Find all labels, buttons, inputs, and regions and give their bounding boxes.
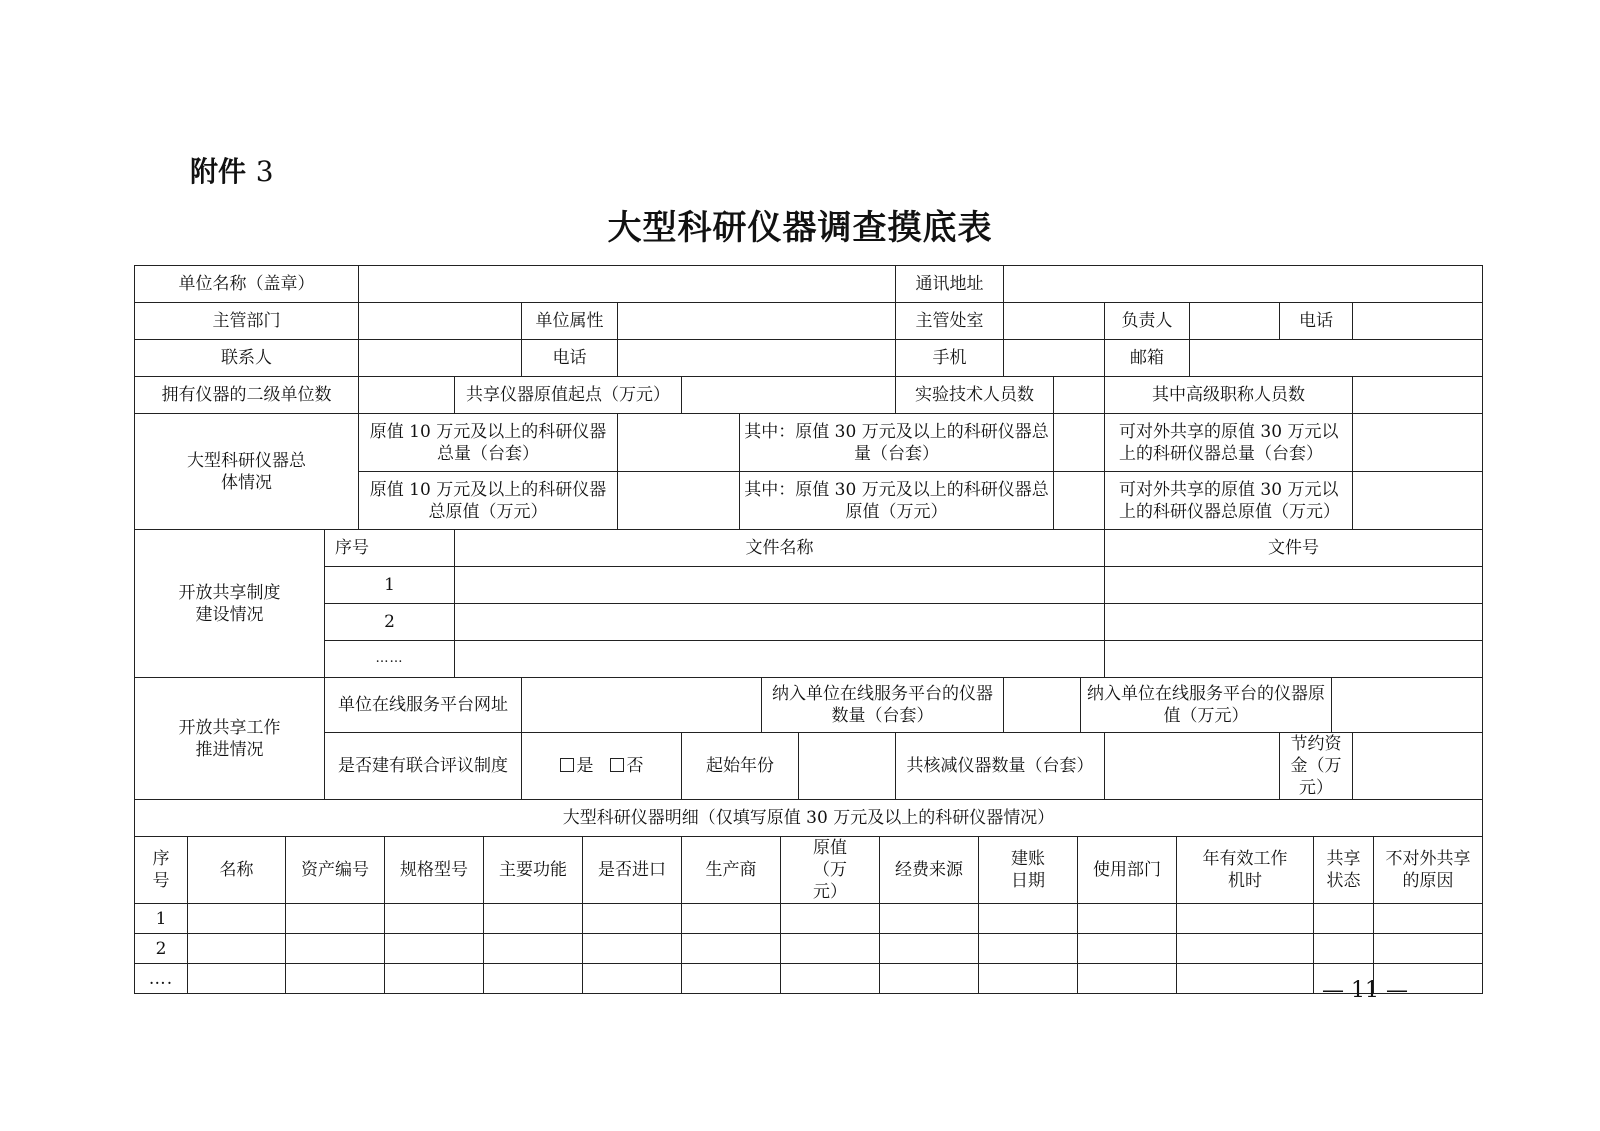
detail-heading: 大型科研仪器明细（仅填写原值 30 万元及以上的科研仪器情况） xyxy=(135,800,1483,837)
unit-attribute-field[interactable] xyxy=(618,303,896,340)
email-label: 邮箱 xyxy=(1105,340,1190,377)
detail-cell[interactable] xyxy=(286,964,385,994)
person-in-charge-label: 负责人 xyxy=(1105,303,1190,340)
address-field[interactable] xyxy=(1004,266,1483,303)
policy-col-name: 文件名称 xyxy=(455,530,1105,567)
no-label: 否 xyxy=(626,756,644,776)
detail-cell[interactable] xyxy=(188,964,286,994)
overall-shareable-value-label: 可对外共享的原值 30 万元以上的科研仪器总原值（万元） xyxy=(1105,472,1353,530)
supervisor-dept-label: 主管部门 xyxy=(135,303,359,340)
detail-cell[interactable] xyxy=(682,964,781,994)
detail-cell[interactable] xyxy=(1314,934,1374,964)
detail-cell[interactable] xyxy=(1078,904,1177,934)
saved-funds-field[interactable] xyxy=(1353,733,1483,800)
unit-name-field[interactable] xyxy=(359,266,896,303)
detail-header-row xyxy=(135,837,1483,904)
senior-staff-field[interactable] xyxy=(1353,377,1483,414)
share-threshold-label: 共享仪器原值起点（万元） xyxy=(455,377,682,414)
policy-row-name-field[interactable] xyxy=(455,567,1105,604)
mobile-field[interactable] xyxy=(1004,340,1105,377)
overall-label-text: 大型科研仪器总体情况 xyxy=(187,450,306,493)
overall-total-count-field[interactable] xyxy=(618,414,740,472)
overall-30w-count-field[interactable] xyxy=(1054,414,1105,472)
detail-cell[interactable] xyxy=(781,964,880,994)
policy-row-name-field[interactable] xyxy=(455,641,1105,678)
platform-value-field[interactable] xyxy=(1332,678,1483,733)
detail-col-header: 生产商 xyxy=(682,837,781,904)
overall-label xyxy=(135,414,359,530)
unit-attribute-label: 单位属性 xyxy=(522,303,618,340)
detail-col-header: 经费来源 xyxy=(880,837,979,904)
detail-col-header: 建账日期 xyxy=(979,837,1078,904)
start-year-field[interactable] xyxy=(799,733,896,800)
progress-label xyxy=(135,678,325,800)
contact-label: 联系人 xyxy=(135,340,359,377)
mobile-label: 手机 xyxy=(896,340,1004,377)
detail-cell[interactable] xyxy=(188,934,286,964)
detail-cell[interactable] xyxy=(385,934,484,964)
overall-total-count-label: 原值 10 万元及以上的科研仪器总量（台套） xyxy=(359,414,618,472)
detail-cell[interactable] xyxy=(682,934,781,964)
detail-cell[interactable] xyxy=(880,934,979,964)
survey-form xyxy=(134,265,1482,994)
detail-col-header: 是否进口 xyxy=(583,837,682,904)
supervisor-office-label: 主管处室 xyxy=(896,303,1004,340)
detail-col-header: 规格型号 xyxy=(385,837,484,904)
detail-cell[interactable] xyxy=(1374,934,1483,964)
reduced-count-label: 共核减仪器数量（台套） xyxy=(896,733,1105,800)
detail-col-header: 不对外共享的原因 xyxy=(1374,837,1483,904)
overall-30w-value-field[interactable] xyxy=(1054,472,1105,530)
lab-staff-field[interactable] xyxy=(1054,377,1105,414)
overall-shareable-count-label: 可对外共享的原值 30 万元以上的科研仪器总量（台套） xyxy=(1105,414,1353,472)
detail-row xyxy=(135,964,1483,994)
phone-label: 电话 xyxy=(1280,303,1353,340)
form-upper-table xyxy=(134,265,1483,837)
policy-row-doc-field[interactable] xyxy=(1105,567,1483,604)
policy-row-no: 2 xyxy=(325,604,455,641)
lab-staff-label: 实验技术人员数 xyxy=(896,377,1054,414)
yes-checkbox[interactable] xyxy=(560,758,574,772)
email-field[interactable] xyxy=(1190,340,1483,377)
detail-cell[interactable] xyxy=(880,904,979,934)
policy-row-no: 1 xyxy=(325,567,455,604)
detail-row xyxy=(135,934,1483,964)
detail-table xyxy=(134,836,1483,994)
detail-col-header: 使用部门 xyxy=(1078,837,1177,904)
platform-url-label: 单位在线服务平台网址 xyxy=(325,678,522,733)
detail-cell[interactable] xyxy=(385,904,484,934)
start-year-label: 起始年份 xyxy=(682,733,799,800)
person-in-charge-field[interactable] xyxy=(1190,303,1280,340)
detail-col-header: 共享状态 xyxy=(1314,837,1374,904)
detail-cell[interactable] xyxy=(1078,934,1177,964)
no-checkbox[interactable] xyxy=(610,758,624,772)
policy-row-name-field[interactable] xyxy=(455,604,1105,641)
phone2-field[interactable] xyxy=(618,340,896,377)
detail-cell[interactable] xyxy=(1078,964,1177,994)
policy-row-doc-field[interactable] xyxy=(1105,604,1483,641)
detail-cell[interactable] xyxy=(979,964,1078,994)
overall-shareable-value-field[interactable] xyxy=(1353,472,1483,530)
platform-value-label: 纳入单位在线服务平台的仪器原值（万元） xyxy=(1081,678,1332,733)
platform-count-label: 纳入单位在线服务平台的仪器数量（台套） xyxy=(762,678,1004,733)
overall-30w-count-label: 其中：原值 30 万元及以上的科研仪器总量（台套） xyxy=(740,414,1054,472)
detail-col-header: 年有效工作机时 xyxy=(1177,837,1314,904)
detail-col-header: 资产编号 xyxy=(286,837,385,904)
detail-cell[interactable] xyxy=(1177,964,1314,994)
address-label: 通讯地址 xyxy=(896,266,1004,303)
yes-label: 是 xyxy=(576,756,594,776)
detail-cell[interactable] xyxy=(979,904,1078,934)
joint-review-label: 是否建有联合评议制度 xyxy=(325,733,522,800)
platform-url-field[interactable] xyxy=(522,678,762,733)
detail-row-no: 2 xyxy=(135,934,188,964)
detail-cell[interactable] xyxy=(484,934,583,964)
detail-col-header: 原值（万元） xyxy=(781,837,880,904)
detail-cell[interactable] xyxy=(781,934,880,964)
page-title: 大型科研仪器调查摸底表 xyxy=(607,208,993,248)
platform-count-field[interactable] xyxy=(1004,678,1081,733)
senior-staff-label: 其中高级职称人员数 xyxy=(1105,377,1353,414)
detail-row xyxy=(135,904,1483,934)
phone2-label: 电话 xyxy=(522,340,618,377)
joint-review-options xyxy=(522,733,682,800)
overall-30w-value-label: 其中：原值 30 万元及以上的科研仪器总原值（万元） xyxy=(740,472,1054,530)
policy-row-doc-field[interactable] xyxy=(1105,641,1483,678)
detail-row-no: 1 xyxy=(135,904,188,934)
detail-cell[interactable] xyxy=(583,934,682,964)
detail-cell[interactable] xyxy=(1314,904,1374,934)
supervisor-office-field[interactable] xyxy=(1004,303,1105,340)
attachment-number: 3 xyxy=(255,155,274,188)
detail-cell[interactable] xyxy=(583,904,682,934)
attachment-label xyxy=(190,150,274,190)
overall-total-value-label: 原值 10 万元及以上的科研仪器总原值（万元） xyxy=(359,472,618,530)
detail-col-header: 主要功能 xyxy=(484,837,583,904)
detail-cell[interactable] xyxy=(781,904,880,934)
detail-cell[interactable] xyxy=(286,934,385,964)
secondary-units-field[interactable] xyxy=(359,377,455,414)
policy-row-no: …… xyxy=(325,641,455,678)
detail-cell[interactable] xyxy=(979,934,1078,964)
policy-label-text: 开放共享制度建设情况 xyxy=(178,582,281,625)
overall-shareable-count-field[interactable] xyxy=(1353,414,1483,472)
detail-cell[interactable] xyxy=(484,904,583,934)
detail-cell[interactable] xyxy=(188,904,286,934)
overall-total-value-field[interactable] xyxy=(618,472,740,530)
attachment-text: 附件 xyxy=(190,155,247,188)
policy-col-doc: 文件号 xyxy=(1105,530,1483,567)
detail-cell[interactable] xyxy=(286,904,385,934)
detail-col-header: 名称 xyxy=(188,837,286,904)
detail-cell[interactable] xyxy=(484,964,583,994)
detail-row-no: …. xyxy=(135,964,188,994)
detail-cell[interactable] xyxy=(880,964,979,994)
detail-cell[interactable] xyxy=(385,964,484,994)
contact-field[interactable] xyxy=(359,340,522,377)
saved-funds-label: 节约资金（万元） xyxy=(1280,733,1353,800)
secondary-units-label: 拥有仪器的二级单位数 xyxy=(135,377,359,414)
detail-cell[interactable] xyxy=(1177,904,1314,934)
phone-field[interactable] xyxy=(1353,303,1483,340)
detail-cell[interactable] xyxy=(1177,934,1314,964)
unit-name-label: 单位名称（盖章） xyxy=(135,266,359,303)
share-threshold-field[interactable] xyxy=(682,377,896,414)
page-number: — 11 — xyxy=(1322,978,1408,1003)
progress-label-text: 开放共享工作推进情况 xyxy=(178,717,281,760)
policy-label xyxy=(135,530,325,678)
reduced-count-field[interactable] xyxy=(1105,733,1280,800)
detail-cell[interactable] xyxy=(682,904,781,934)
detail-cell[interactable] xyxy=(583,964,682,994)
detail-col-header: 序号 xyxy=(135,837,188,904)
supervisor-dept-field[interactable] xyxy=(359,303,522,340)
detail-cell[interactable] xyxy=(1374,904,1483,934)
policy-col-no: 序号 xyxy=(325,530,455,567)
